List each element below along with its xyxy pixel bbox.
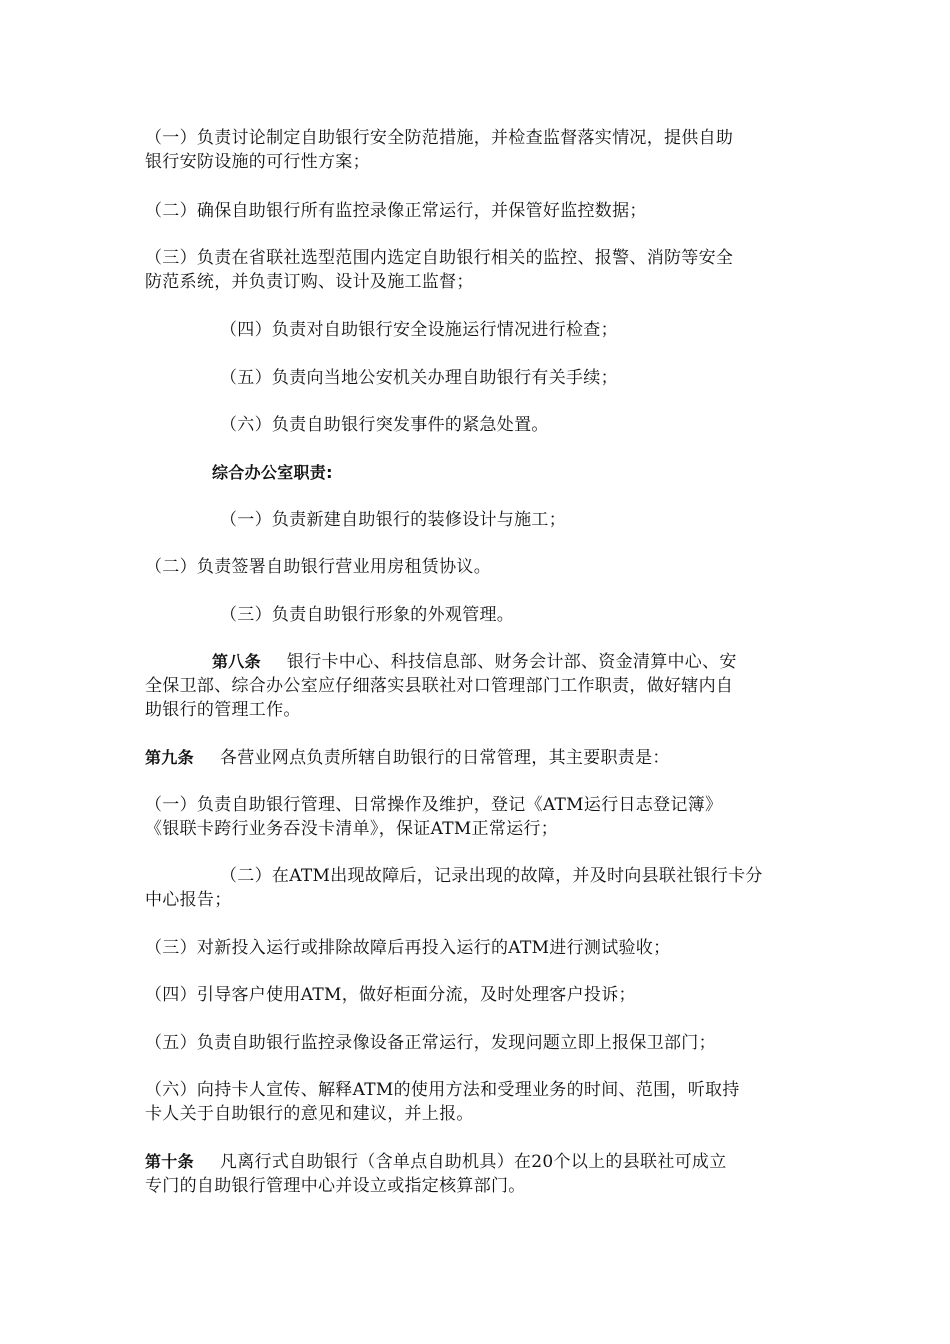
paragraph-line: （六）向持卡人宣传、解释ATM的使用方法和受理业务的时间、范围，听取持: [145, 1080, 740, 1100]
article-heading: 第十条: [145, 1152, 194, 1171]
paragraph-line: （三）负责在省联社选型范围内选定自助银行相关的监控、报警、消防等安全: [145, 248, 734, 268]
paragraph-line: （五）负责自助银行监控录像设备正常运行，发现问题立即上报保卫部门；: [145, 1033, 716, 1053]
paragraph-line: 防范系统，并负责订购、设计及施工监督；: [145, 272, 474, 292]
paragraph-line: 专门的自助银行管理中心并设立或指定核算部门。: [145, 1176, 526, 1196]
article-text: 银行卡中心、科技信息部、财务会计部、资金清算中心、安: [286, 652, 737, 672]
paragraph-line: （一）负责新建自助银行的装修设计与施工；: [220, 510, 566, 530]
paragraph-line: （四）负责对自助银行安全设施运行情况进行检查；: [220, 320, 618, 340]
paragraph-line: （一）负责讨论制定自助银行安全防范措施，并检查监督落实情况，提供自助: [145, 128, 734, 148]
paragraph-line: （三）对新投入运行或排除故障后再投入运行的ATM进行测试验收；: [145, 938, 671, 958]
paragraph-line: 助银行的管理工作。: [145, 700, 301, 720]
paragraph-line: （二）在ATM出现故障后，记录出现的故障，并及时向县联社银行卡分: [220, 866, 763, 886]
article-heading: 第九条: [145, 748, 194, 767]
section-heading: 综合办公室职责:: [212, 463, 333, 482]
paragraph-line: （五）负责向当地公安机关办理自助银行有关手续；: [220, 368, 618, 388]
paragraph-line: 中心报告；: [145, 890, 232, 910]
paragraph-line: （六）负责自助银行突发事件的紧急处置。: [220, 415, 549, 435]
article-text: 凡离行式自助银行（含单点自助机具）在20个以上的县联社可成立: [219, 1152, 727, 1172]
article-line: [145, 1150, 727, 1174]
paragraph-line: 卡人关于自助银行的意见和建议，并上报。: [145, 1104, 474, 1124]
paragraph-line: （四）引导客户使用ATM，做好柜面分流，及时处理客户投诉；: [145, 985, 636, 1005]
paragraph-line: （一）负责自助银行管理、日常操作及维护，登记《ATM运行日志登记簿》: [145, 795, 723, 815]
paragraph-line: 全保卫部、综合办公室应仔细落实县联社对口管理部门工作职责，做好辖内自: [145, 676, 734, 696]
paragraph-line: （二）负责签署自助银行营业用房租赁协议。: [145, 557, 491, 577]
article-text: 各营业网点负责所辖自助银行的日常管理，其主要职责是：: [219, 748, 670, 768]
paragraph-line: （三）负责自助银行形象的外观管理。: [220, 605, 515, 625]
paragraph-line: （二）确保自助银行所有监控录像正常运行，并保管好监控数据；: [145, 201, 647, 221]
article-line: [145, 746, 670, 770]
article-heading: 第八条: [212, 652, 261, 671]
paragraph-line: 《银联卡跨行业务吞没卡清单》，保证ATM正常运行；: [145, 819, 559, 839]
article-line: [212, 650, 737, 674]
paragraph-line: 银行安防设施的可行性方案；: [145, 152, 370, 172]
